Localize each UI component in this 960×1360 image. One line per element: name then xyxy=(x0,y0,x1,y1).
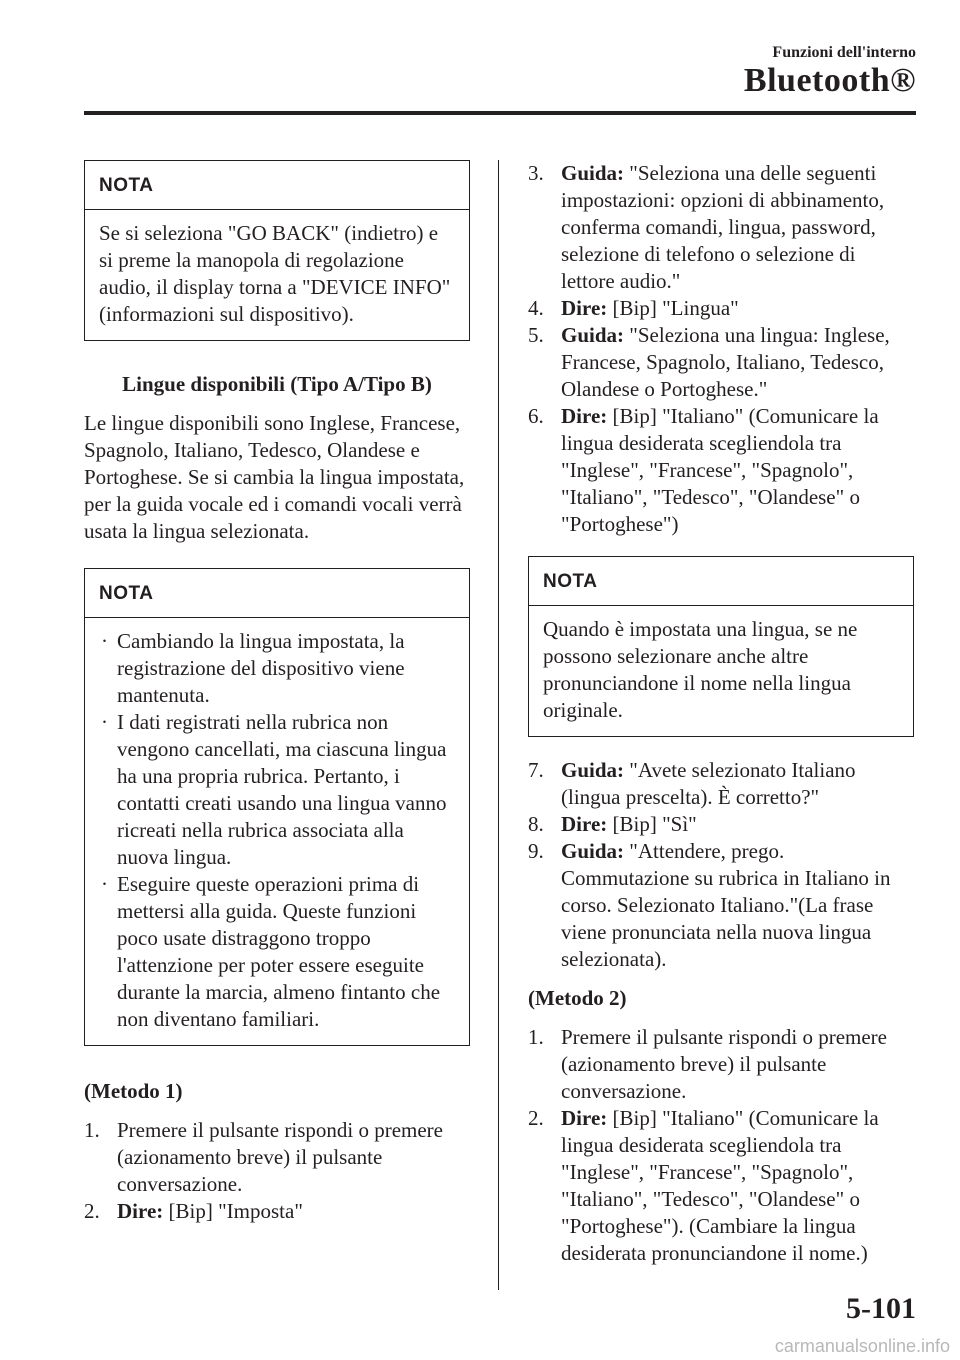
step-number: 3. xyxy=(528,161,544,185)
step-number: 4. xyxy=(528,296,544,320)
watermark: carmanualsonline.info xyxy=(774,1336,950,1356)
bullet-text: Eseguire queste operazioni prima di mettersi alla guida. Queste funzioni poco usate distraggono troppo l'attenzione per poter essere eseguite durante la marcia, almeno fintanto che non diventano familiari. xyxy=(117,872,441,1031)
bullet-dot: · xyxy=(101,629,108,653)
step-number: 1. xyxy=(84,1118,100,1142)
column-divider xyxy=(498,160,499,1290)
step-item xyxy=(528,295,914,322)
step-number: 2. xyxy=(84,1199,100,1223)
step-list xyxy=(528,1024,914,1267)
step-text: Premere il pulsante rispondi o premere (azionamento breve) il pulsante conversazione. xyxy=(561,1025,887,1103)
step-item xyxy=(528,160,914,295)
step-number: 1. xyxy=(528,1025,544,1049)
bullet-item xyxy=(99,628,455,709)
step-list xyxy=(528,160,914,538)
method-heading: (Metodo 1) xyxy=(84,1079,183,1103)
step-text: [Bip] "Sì" xyxy=(607,812,697,836)
bullet-dot: · xyxy=(101,872,108,896)
nota-text: Quando è impostata una lingua, se ne possono selezionare anche altre pronunciandone il nome nella lingua originale. xyxy=(543,617,858,722)
step-text: [Bip] "Italiano" (Comunicare la lingua desiderata scegliendola tra "Inglese", "Francese", "Spagnolo", "Italiano", "Tedesco", "Olandese" o "Portoghese"). (Cambiare la lingua desiderata pronunciandone il nome.) xyxy=(561,1106,879,1265)
subheading: Lingue disponibili (Tipo A/Tipo B) xyxy=(122,372,432,396)
nota-body xyxy=(85,210,469,340)
step-text: Premere il pulsante rispondi o premere (azionamento breve) il pulsante conversazione. xyxy=(117,1118,443,1196)
step-text: "Attendere, prego. Commutazione su rubrica in Italiano in corso. Selezionato Italiano."(La frase viene pronunciata nella nuova lingua selezionata). xyxy=(561,839,891,971)
step-item xyxy=(528,322,914,403)
step-item xyxy=(528,811,914,838)
step-number: 2. xyxy=(528,1106,544,1130)
header-rule xyxy=(84,111,916,115)
bullet-dot: · xyxy=(101,710,108,734)
step-label: Guida: xyxy=(561,839,625,863)
step-list xyxy=(528,757,914,973)
nota-body xyxy=(529,606,913,736)
step-label: Dire: xyxy=(561,296,608,320)
step-label: Dire: xyxy=(561,404,608,428)
step-item xyxy=(528,757,914,811)
step-text: "Avete selezionato Italiano (lingua prescelta). È corretto?" xyxy=(561,758,856,809)
right-column xyxy=(528,160,914,1267)
page-number: 5-101 xyxy=(846,1292,916,1325)
step-label: Guida: xyxy=(561,323,625,347)
step-item xyxy=(528,1024,914,1105)
step-item xyxy=(528,838,914,973)
bullet-text: I dati registrati nella rubrica non vengono cancellati, ma ciascuna lingua ha una propria rubrica. Pertanto, i contatti creati usando una lingua vanno ricreati nella rubrica associata alla nuova lingua. xyxy=(117,710,447,869)
step-item xyxy=(84,1117,470,1198)
step-label: Guida: xyxy=(561,758,625,782)
step-item xyxy=(528,1105,914,1267)
nota-title: NOTA xyxy=(85,161,469,210)
step-label: Dire: xyxy=(117,1199,164,1223)
step-number: 6. xyxy=(528,404,544,428)
left-column xyxy=(84,160,470,1225)
step-text: [Bip] "Italiano" (Comunicare la lingua desiderata scegliendola tra "Inglese", "Francese", "Spagnolo", "Italiano", "Tedesco", "Olandese" o "Portoghese") xyxy=(561,404,879,536)
nota-box xyxy=(84,568,470,1046)
step-item xyxy=(84,1198,470,1225)
nota-body xyxy=(85,618,469,1045)
step-text: "Seleziona una lingua: Inglese, Francese, Spagnolo, Italiano, Tedesco, Olandese o Portoghese." xyxy=(561,323,890,401)
bullet-text: Cambiando la lingua impostata, la registrazione del dispositivo viene mantenuta. xyxy=(117,629,405,707)
nota-title: NOTA xyxy=(529,557,913,606)
nota-title: NOTA xyxy=(85,569,469,618)
step-text: [Bip] "Imposta" xyxy=(163,1199,303,1223)
step-label: Guida: xyxy=(561,161,625,185)
chapter-title: Bluetooth® xyxy=(743,62,916,99)
step-number: 7. xyxy=(528,758,544,782)
step-label: Dire: xyxy=(561,1106,608,1130)
step-item xyxy=(528,403,914,538)
nota-box xyxy=(84,160,470,341)
step-text: "Seleziona una delle seguenti impostazioni: opzioni di abbinamento, conferma comandi, lingua, password, selezione di telefono o selezione di lettore audio." xyxy=(561,161,885,293)
bullet-item xyxy=(99,709,455,871)
nota-text: Se si seleziona "GO BACK" (indietro) e si preme la manopola di regolazione audio, il display torna a "DEVICE INFO" (informazioni sul dispositivo). xyxy=(99,221,451,326)
bullet-item xyxy=(99,871,455,1033)
step-list xyxy=(84,1117,470,1225)
step-label: Dire: xyxy=(561,812,608,836)
step-number: 9. xyxy=(528,839,544,863)
nota-box xyxy=(528,556,914,737)
step-text: [Bip] "Lingua" xyxy=(607,296,739,320)
step-number: 8. xyxy=(528,812,544,836)
paragraph: Le lingue disponibili sono Inglese, Francese, Spagnolo, Italiano, Tedesco, Olandese e Portoghese. Se si cambia la lingua impostata, per la guida vocale ed i comandi vocali verrà usata la lingua selezionata. xyxy=(84,411,465,543)
step-number: 5. xyxy=(528,323,544,347)
section-title: Funzioni dell'interno xyxy=(772,44,916,61)
method-heading: (Metodo 2) xyxy=(528,986,627,1010)
